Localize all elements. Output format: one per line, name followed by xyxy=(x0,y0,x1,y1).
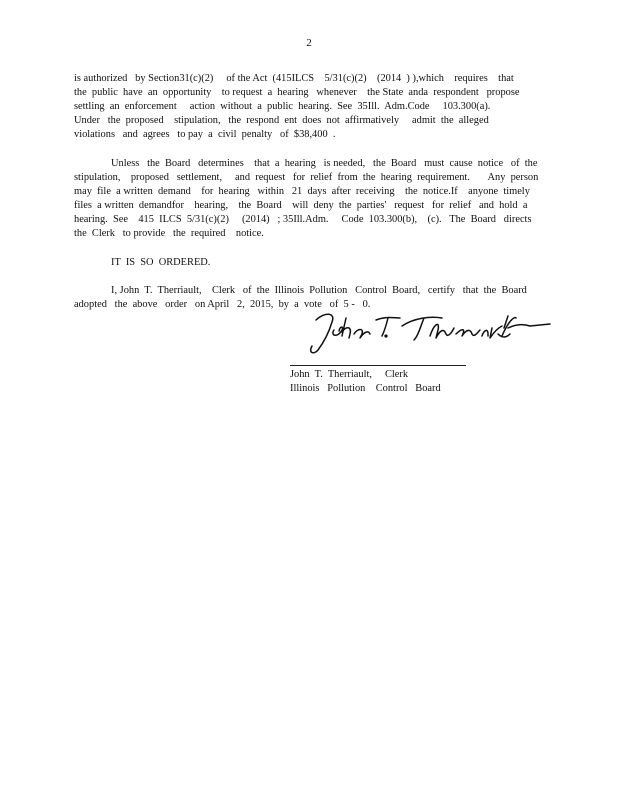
text-line: hearing. See 415 ILCS 5/31(c)(2) (2014) ; 35Ill.Adm. Code 103.300(b), (c). The Board directs xyxy=(74,214,532,225)
signature-line xyxy=(290,365,466,366)
page-number: 2 xyxy=(306,37,312,49)
text-line: files a written demandfor hearing, the Board will deny the parties' request for relief and hold a xyxy=(74,200,528,211)
text-line: the Clerk to provide the required notice. xyxy=(74,228,264,239)
text-line: Unless the Board determines that a hearing is needed, the Board must cause notice of the xyxy=(111,158,538,169)
text-line: Under the proposed stipulation, the respond ent does not affirmatively admit the alleged xyxy=(74,115,489,126)
text-line: I, John T. Therriault, Clerk of the Illinois Pollution Control Board, certify that the Board xyxy=(111,285,527,296)
text-line: violations and agrees to pay a civil penalty of $38,400 . xyxy=(74,129,336,140)
clerk-name: John T. Therriault, Clerk xyxy=(290,369,409,380)
text-line: adopted the above order on April 2, 2015, by a vote of 5 - 0. xyxy=(74,299,371,310)
handwritten-signature xyxy=(302,306,552,356)
board-name: Illinois Pollution Control Board xyxy=(290,383,441,394)
text-line: the public have an opportunity to request a hearing whenever the State anda respondent propose xyxy=(74,87,520,98)
text-line: is authorized by Section31(c)(2) of the Act (415ILCS 5/31(c)(2) (2014 ) ),which requires that xyxy=(74,73,514,84)
so-ordered: IT IS SO ORDERED. xyxy=(111,257,211,268)
text-line: stipulation, proposed settlement, and request for relief from the hearing requirement. Any person xyxy=(74,172,539,183)
text-line: may file a written demand for hearing within 21 days after receiving the notice.If anyone timely xyxy=(74,186,530,197)
text-line: settling an enforcement action without a public hearing. See 35Ill. Adm.Code 103.300(a). xyxy=(74,101,491,112)
